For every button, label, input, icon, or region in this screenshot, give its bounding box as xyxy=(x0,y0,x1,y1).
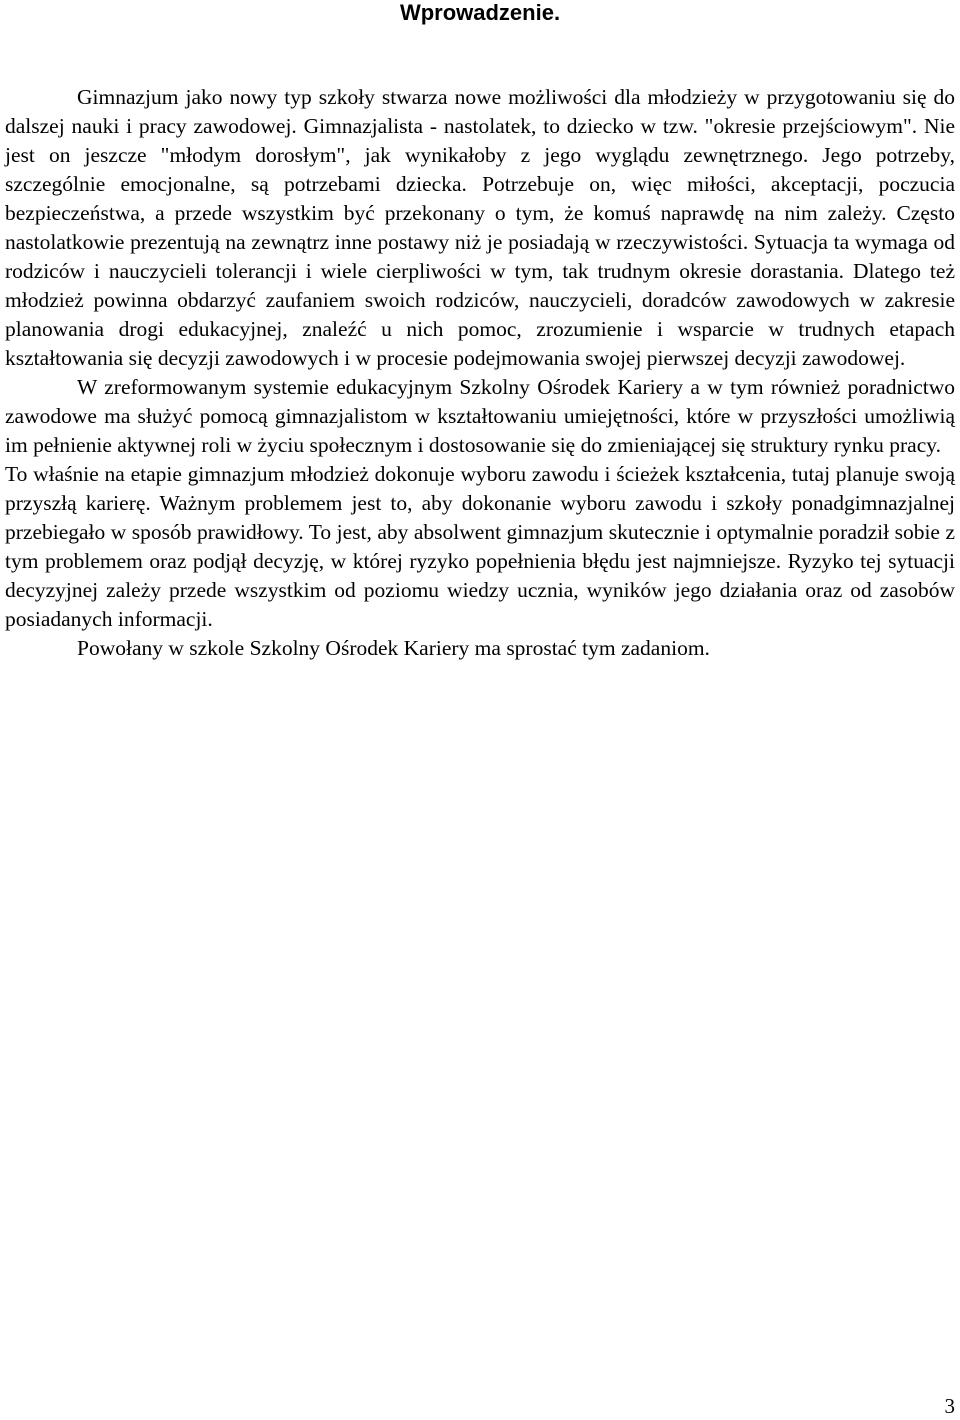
document-body xyxy=(5,83,955,663)
paragraph-3: To właśnie na etapie gimnazjum młodzież dokonuje wyboru zawodu i ścieżek kształcenia, tutaj planuje swoją przyszłą karierę. Ważnym problemem jest to, aby dokonanie wyboru zawodu i szkoły ponadgimnazjalnej przebiegało w sposób prawidłowy. To jest, aby absolwent gimnazjum skutecznie i optymalnie poradził sobie z tym problemem oraz podjął decyzję, w której ryzyko popełnienia błędu jest najmniejsze. Ryzyko tej sytuacji decyzyjnej zależy przede wszystkim od poziomu wiedzy ucznia, wyników jego działania oraz od zasobów posiadanych informacji. xyxy=(5,462,955,631)
page-number: 3 xyxy=(944,1394,955,1418)
paragraph-4: Powołany w szkole Szkolny Ośrodek Kariery ma sprostać tym zadaniom. xyxy=(77,636,710,660)
paragraph-1: Gimnazjum jako nowy typ szkoły stwarza nowe możliwości dla młodzieży w przygotowaniu się do dalszej nauki i pracy zawodowej. Gimnazjalista - nastolatek, to dziecko w tzw. "okresie przejściowym". Nie jest on jeszcze "młodym dorosłym", jak wynikałoby z jego wyglądu zewnętrznego. Jego potrzeby, szczególnie emocjonalne, są potrzebami dziecka. Potrzebuje on, więc miłości, akceptacji, poczucia bezpieczeństwa, a przede wszystkim być przekonany o tym, że komuś naprawdę na nim zależy. Często nastolatkowie prezentują na zewnątrz inne postawy niż je posiadają w rzeczywistości. Sytuacja ta wymaga od rodziców i nauczycieli tolerancji i wiele cierpliwości w tym, tak trudnym okresie dorastania. Dlatego też młodzież powinna obdarzyć zaufaniem swoich rodziców, nauczycieli, doradców zawodowych w zakresie planowania drogi edukacyjnej, znaleźć u nich pomoc, zrozumienie i wsparcie w trudnych etapach kształtowania się decyzji zawodowych i w procesie podejmowania swojej pierwszej decyzji zawodowej. xyxy=(5,85,955,370)
paragraph-2: W zreformowanym systemie edukacyjnym Szkolny Ośrodek Kariery a w tym również poradnictwo zawodowe ma służyć pomocą gimnazjalistom w kształtowaniu umiejętności, które w przyszłości umożliwią im pełnienie aktywnej roli w życiu społecznym i dostosowanie się do zmieniającej się struktury rynku pracy. xyxy=(5,375,955,457)
page-title: Wprowadzenie. xyxy=(399,0,561,25)
